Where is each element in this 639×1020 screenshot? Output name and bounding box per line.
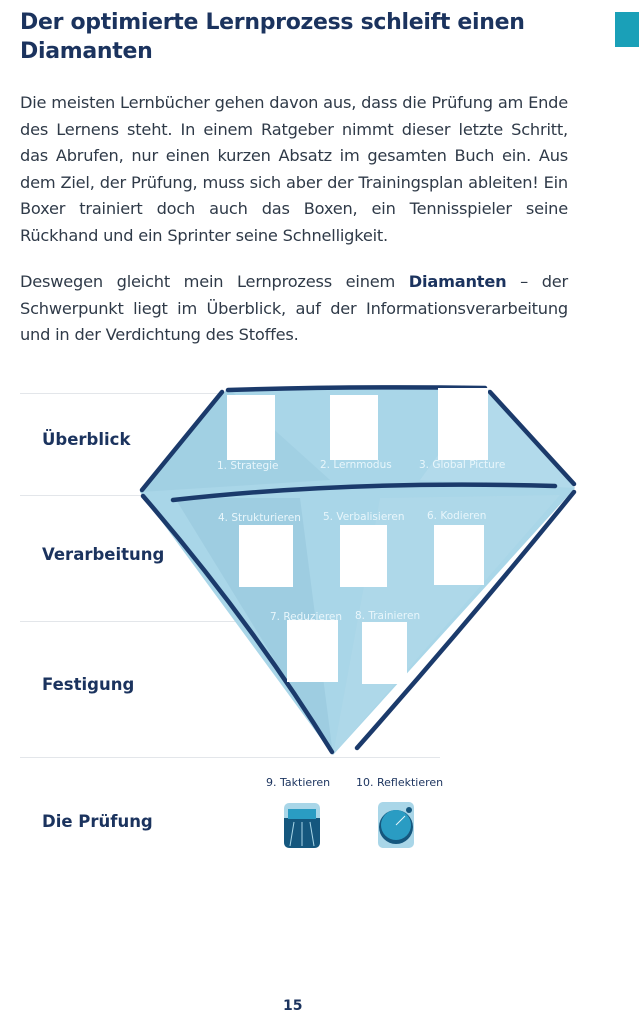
row-label-consolidation: Festigung — [42, 675, 135, 694]
page-number: 15 — [283, 998, 303, 1014]
step-label-3: 3. Global Picture — [419, 459, 506, 471]
step-label-2: 2. Lernmodus — [320, 459, 392, 471]
step-label-8: 8. Trainieren — [355, 610, 421, 622]
row-label-exam: Die Prüfung — [42, 812, 153, 831]
step-image-8 — [362, 622, 407, 684]
step-label-6: 6. Kodieren — [427, 510, 487, 522]
step-label-9: 9. Taktieren — [266, 776, 331, 789]
page-title: Der optimierte Lernprozess schleift einen Diamanten — [20, 10, 525, 64]
paragraph-1: Die meisten Lernbücher gehen davon aus, dass die Prüfung am Ende des Lernens steht. In einem Ratgeber nimmt dieser letzte Schritt, das Abrufen, nur einen kurzen Absatz im gesamten Buch ein. Aus dem Ziel, der Prüfung, muss sich aber der Trainingsplan ableiten! Ein Boxer trainiert doch auch das Boxen, ein Tennisspieler seine Rückhand und ein Sprinter seine Schnelligkeit. — [20, 93, 568, 245]
row-label-overview: Überblick — [42, 430, 131, 449]
step-image-6 — [434, 525, 484, 585]
step-image-3 — [438, 388, 488, 460]
step-label-5: 5. Verbalisieren — [323, 511, 405, 523]
step-image-2 — [330, 395, 378, 460]
step-label-4: 4. Strukturieren — [218, 512, 301, 524]
step-image-5 — [340, 525, 387, 587]
step-label-1: 1. Strategie — [217, 460, 279, 472]
row-label-processing: Verarbeitung — [42, 545, 165, 564]
paragraph-2-text: Deswegen gleicht mein Lernprozess einem — [20, 272, 409, 291]
paragraph-2-text-end: – der Schwerpunkt liegt im Überblick, auf der Informationsverarbeitung und in der Verdichtung des Stoffes. — [20, 272, 568, 344]
step-label-7: 7. Reduzieren — [270, 611, 343, 623]
paragraph-2-bold: Diamanten — [408, 272, 507, 291]
step-label-10: 10. Reflektieren — [356, 776, 444, 789]
step-image-4 — [239, 525, 293, 587]
step-image-7 — [287, 620, 338, 682]
step-image-1 — [227, 395, 275, 460]
